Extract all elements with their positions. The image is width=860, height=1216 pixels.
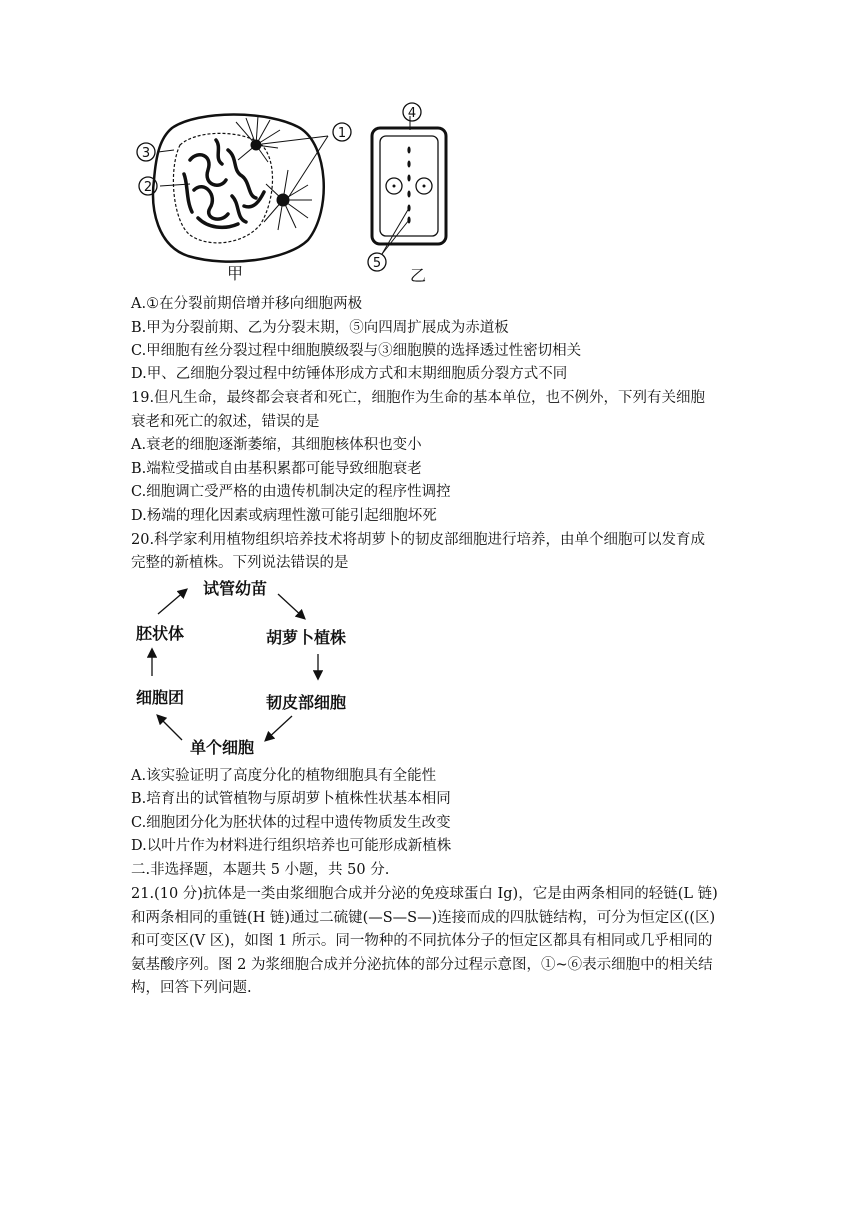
q19-option-d: D.杨端的理化因素或病理性激可能引起细胞坏死 xyxy=(131,508,437,524)
q20-stem-line2: 完整的新植株。下列说法错误的是 xyxy=(131,555,349,571)
q21-line1: 21.(10 分)抗体是一类由浆细胞合成并分泌的免疫球蛋白 Ig)，它是由两条相同的轻链(L 链) xyxy=(131,886,718,902)
svg-text:3: 3 xyxy=(141,146,151,161)
svg-text:2: 2 xyxy=(143,180,153,195)
cycle-cell-cluster: 细胞团 xyxy=(136,688,185,707)
label-jia: 甲 xyxy=(227,264,244,283)
svg-text:1: 1 xyxy=(337,126,347,141)
cell-division-figure xyxy=(128,100,468,292)
q20-option-a: A.该实验证明了高度分化的植物细胞具有全能性 xyxy=(131,768,437,784)
marker-1 xyxy=(333,123,351,141)
q20-option-c: C.细胞团分化为胚状体的过程中遗传物质发生改变 xyxy=(131,815,451,831)
cell-yi xyxy=(372,116,446,254)
q19-option-c: C.细胞调亡受严格的由遗传机制决定的程序性调控 xyxy=(131,484,451,500)
q18-option-c: C.甲细胞有丝分裂过程中细胞膜级裂与③细胞膜的选择透过性密切相关 xyxy=(131,343,582,359)
q19-option-a: A.衰老的细胞逐渐萎缩，其细胞核体积也变小 xyxy=(131,437,422,453)
cycle-single-cell: 单个细胞 xyxy=(190,738,255,757)
q21-line4: 氨基酸序列。图 2 为浆细胞合成并分泌抗体的部分过程示意图，①~⑥表示细胞中的相关结 xyxy=(131,957,713,973)
marker-3 xyxy=(137,143,155,161)
q21-line5: 构，回答下列问题. xyxy=(131,980,252,996)
q19-stem-line2: 衰老和死亡的叙述，错误的是 xyxy=(131,414,320,430)
q18-option-d: D.甲、乙细胞分裂过程中纺锤体形成方式和末期细胞质分裂方式不同 xyxy=(131,366,568,382)
cycle-carrot-plant: 胡萝卜植株 xyxy=(266,628,347,647)
marker-4 xyxy=(403,103,421,121)
marker-5 xyxy=(368,253,386,271)
q20-option-b: B.培育出的试管植物与原胡萝卜植株性状基本相同 xyxy=(131,791,451,807)
q20-stem-line1: 20.科学家利用植物组织培养技术将胡萝卜的韧皮部细胞进行培养，由单个细胞可以发育成 xyxy=(131,532,706,548)
svg-text:4: 4 xyxy=(407,106,417,121)
q21-line2: 和两条相同的重链(H 链)通过二硫键(—S—S—)连接而成的四肽链结构，可分为恒定区((区) xyxy=(131,910,716,926)
q18-option-a: A.①在分裂前期倍增并移向细胞两极 xyxy=(131,296,363,312)
cycle-test-tube-seedling: 试管幼苗 xyxy=(203,579,268,598)
q21-line3: 和可变区(V 区)，如图 1 所示。同一物种的不同抗体分子的恒定区都具有相同或几乎相同的 xyxy=(131,933,713,949)
q18-option-b: B.甲为分裂前期、乙为分裂末期，⑤向四周扩展成为赤道板 xyxy=(131,320,509,336)
q20-option-d: D.以叶片作为材料进行组织培养也可能形成新植株 xyxy=(131,838,452,854)
q19-option-b: B.端粒受描或自由基积累都可能导致细胞衰老 xyxy=(131,461,422,477)
cycle-phloem-cell: 韧皮部细胞 xyxy=(266,693,347,712)
tissue-culture-cycle-diagram xyxy=(128,572,368,762)
q19-stem-line1: 19.但凡生命，最终都会衰者和死亡，细胞作为生命的基本单位，也不例外，下列有关细胞 xyxy=(131,390,706,406)
label-yi: 乙 xyxy=(410,266,427,285)
svg-text:5: 5 xyxy=(372,256,382,271)
cell-jia xyxy=(153,115,328,262)
cycle-embryoid: 胚状体 xyxy=(136,624,185,643)
section2-heading: 二.非选择题，本题共 5 小题，共 50 分. xyxy=(131,862,390,878)
